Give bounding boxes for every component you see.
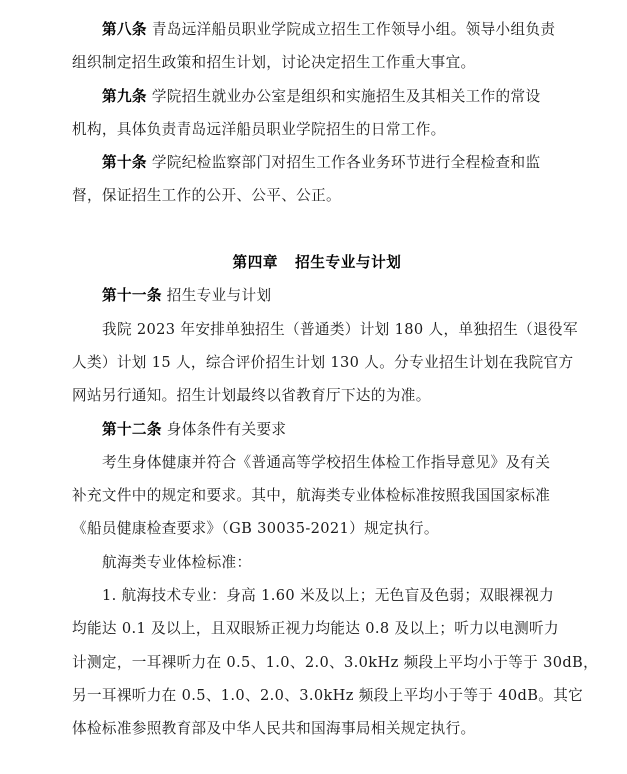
- article-10-text-1: 学院纪检监察部门对招生工作各业务环节进行全程检查和监: [151, 154, 541, 172]
- article-8-line-1: [72, 13, 562, 46]
- article-12-title: 身体条件有关要求: [166, 420, 287, 438]
- article-12-label: 第十二条: [102, 420, 162, 438]
- chapter-number: 第四章: [232, 254, 279, 272]
- article-12-heading: [72, 413, 562, 446]
- article-12-line-1: 考生身体健康并符合《普通高等学校招生体检工作指导意见》及有关: [102, 453, 551, 471]
- article-12-line-2: 补充文件中的规定和要求。其中，航海类专业体检标准按照我国国家标准: [72, 487, 551, 505]
- article-8-text-1: 青岛远洋船员职业学院成立招生工作领导小组。领导小组负责: [151, 21, 556, 38]
- item-1-line-5: 体检标准参照教育部及中华人民共和国海事局相关规定执行。: [72, 720, 476, 738]
- article-9-line-2: 机构，具体负责青岛远洋船员职业学院招生的日常工作。: [72, 120, 446, 138]
- article-11-label: 第十一条: [102, 287, 162, 305]
- article-9-line-1: [72, 80, 562, 113]
- article-10-line-2: 督，保证招生工作的公开、公平、公正。: [72, 187, 341, 205]
- article-11-line-1: 我院 2023 年安排单独招生（普通类）计划 180 人，单独招生（退役军: [102, 320, 578, 338]
- article-9-label: 第九条: [102, 87, 147, 105]
- article-11-heading: [72, 279, 562, 312]
- document-body: [72, 13, 599, 746]
- article-12-line-3: 《船员健康检查要求》（GB 30035-2021）规定执行。: [72, 520, 439, 538]
- article-11-line-2: 人类）计划 15 人，综合评价招生计划 130 人。分专业招生计划在我院官方: [72, 353, 574, 371]
- article-10-label: 第十条: [102, 154, 147, 172]
- article-8-line-2: 组织制定招生政策和招生计划，讨论决定招生工作重大事宜。: [72, 54, 476, 72]
- standards-heading: 航海类专业体检标准：: [102, 553, 252, 571]
- spacer: [72, 213, 562, 246]
- article-11-title: 招生专业与计划: [166, 287, 272, 305]
- article-11-line-3: 网站另行通知。招生计划最终以省教育厅下达的为准。: [72, 387, 431, 405]
- item-1-line-4: 另一耳裸听力在 0.5、1.0、2.0、3.0kHz 频段上平均小于等于 40dB。其它: [72, 686, 584, 704]
- article-10-line-1: [72, 146, 562, 179]
- article-8-label: 第八条: [102, 21, 147, 38]
- item-1-line-3: 计测定，一耳裸听力在 0.5、1.0、2.0、3.0kHz 频段上平均小于等于 30dB，: [72, 653, 599, 671]
- item-1-line-2: 均能达 0.1 及以上，且双眼矫正视力均能达 0.8 及以上；听力以电测听力: [72, 620, 559, 638]
- chapter-heading: [72, 246, 562, 279]
- chapter-title: 招生专业与计划: [295, 254, 402, 272]
- article-9-text-1: 学院招生就业办公室是组织和实施招生及其相关工作的常设: [151, 87, 541, 105]
- item-1-line-1: 1. 航海技术专业：身高 1.60 米及以上；无色盲及色弱；双眼裸视力: [102, 587, 555, 605]
